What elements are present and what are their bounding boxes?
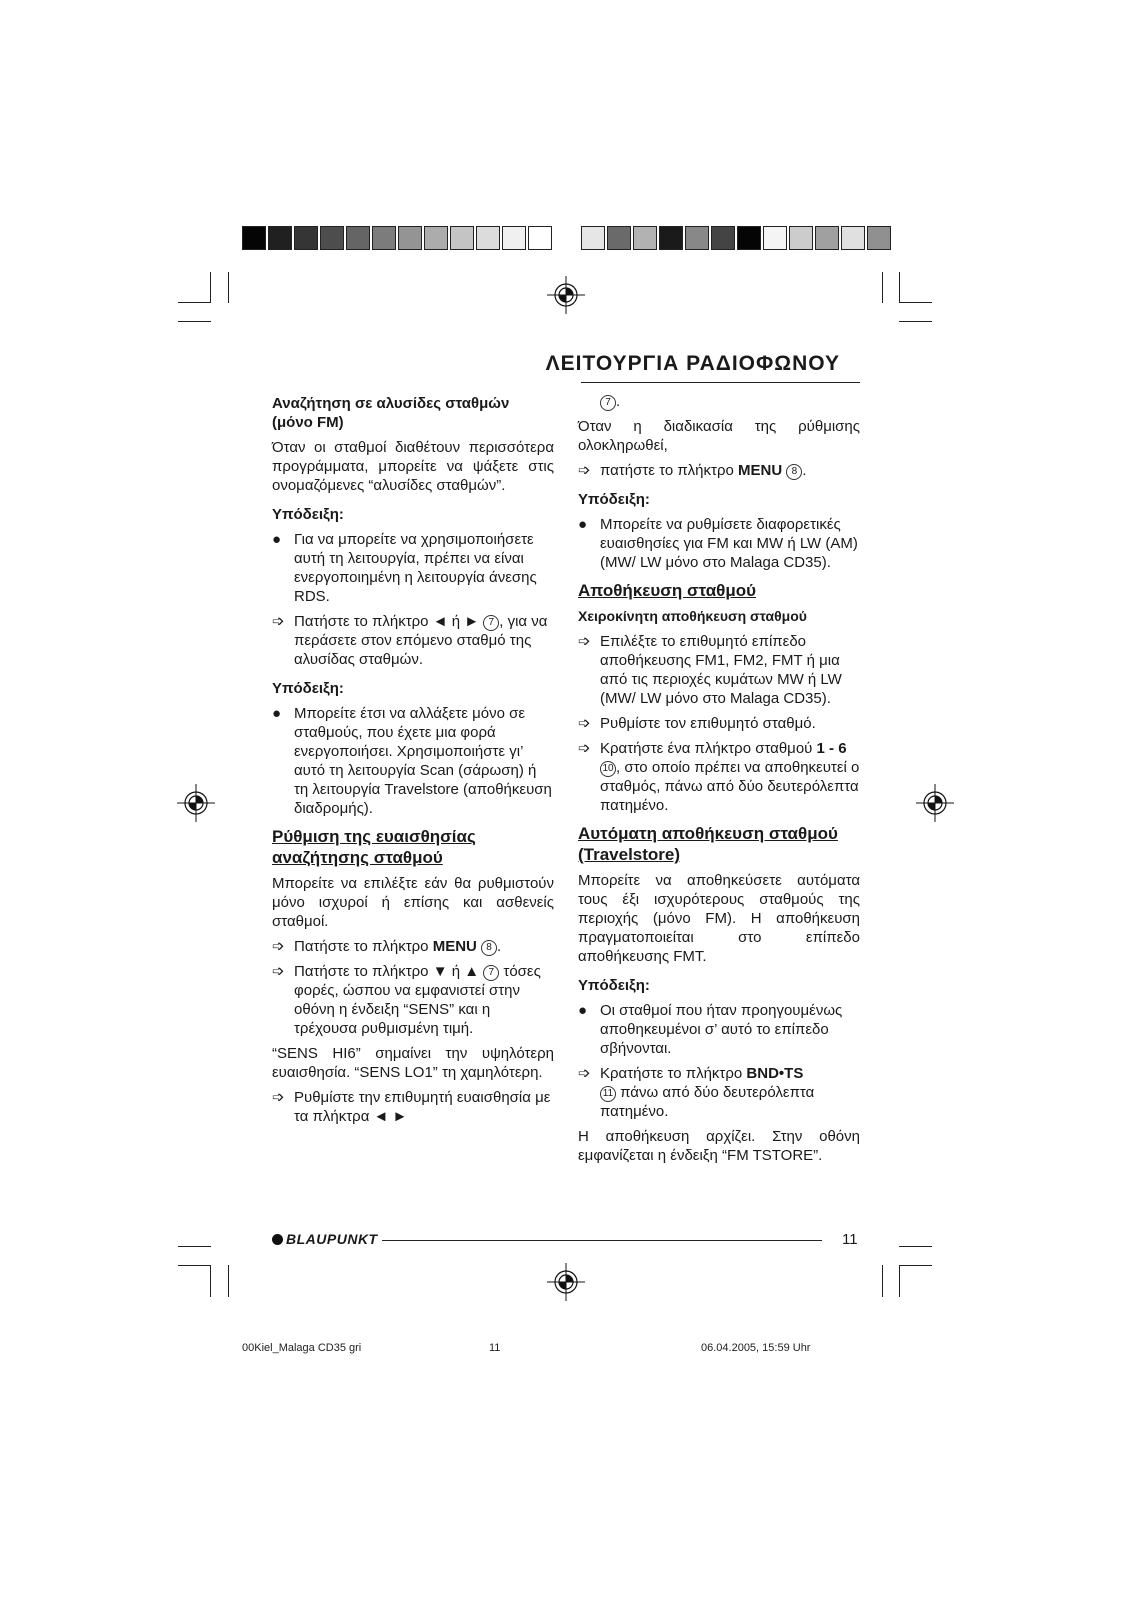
footer-file: 00Kiel_Malaga CD35 gri [242, 1342, 362, 1354]
crop-mark [228, 272, 229, 303]
arrow-right-icon: ➩ [578, 740, 591, 757]
color-swatch [450, 226, 474, 250]
instruction-step: ➩ Κρατήστε το πλήκτρο BND•TS 11 πάνω από δύο δευτερόλεπτα πατημένο. [578, 1065, 815, 1120]
right-column [578, 392, 860, 1171]
color-swatch [242, 226, 266, 250]
footer-page: 11 [489, 1342, 501, 1354]
paragraph: Μπορείτε να επιλέξτε εάν θα ρυθμιστούν μόνο ισχυροί ή επίσης και ασθενείς σταθμοί. [272, 875, 554, 930]
arrow-right-icon: ➩ [578, 1065, 591, 1082]
instruction-step: ➩ Πατήστε το πλήκτρο MENU 8 . [272, 938, 502, 955]
arrow-right-icon: ➩ [272, 938, 285, 955]
arrow-right-icon: ➩ [578, 462, 591, 479]
section-heading-store: Αποθήκευση σταθμού [578, 581, 757, 600]
left-column [272, 394, 554, 1132]
crop-mark [899, 1246, 932, 1247]
key-number-badge: 7 [483, 965, 499, 981]
color-swatch [841, 226, 865, 250]
section-heading-station-chains: Αναζήτηση σε αλυσίδες σταθμών (μόνο FM) [272, 395, 510, 431]
title-rule [581, 382, 860, 383]
note-item: ● Για να μπορείτε να χρησιμοποιήσετε αυτή τη λειτουργία, πρέπει να είναι ενεργοποιημένη η λειτουργία άνεσης RDS. [272, 531, 537, 605]
note-label: Υπόδειξη: [272, 506, 344, 523]
arrow-right-icon: ➩ [578, 715, 591, 732]
color-swatch [502, 226, 526, 250]
crop-mark [178, 1246, 211, 1247]
crop-mark [882, 1265, 883, 1297]
color-swatch [528, 226, 552, 250]
key-number-badge: 8 [481, 940, 497, 956]
crop-mark [899, 321, 932, 322]
arrow-right-icon: ➩ [272, 963, 285, 980]
instruction-step: ➩ Ρυθμίστε την επιθυμητή ευαισθησία με τα πλήκτρα ◄ ► [272, 1089, 551, 1125]
note-label: Υπόδειξη: [272, 680, 344, 697]
color-swatch [815, 226, 839, 250]
paragraph: Όταν οι σταθμοί διαθέτουν περισσότερα προγράμματα, μπορείτε να ψάξετε στις ονομαζόμενες “αλυσίδες σταθμών”. [272, 439, 554, 494]
key-number-badge: 7 [483, 615, 499, 631]
color-swatch [711, 226, 735, 250]
instruction-step: ➩ Ρυθμίστε τον επιθυμητό σταθμό. [578, 715, 816, 732]
crop-mark [899, 1265, 900, 1297]
color-swatch [346, 226, 370, 250]
crop-mark [178, 302, 211, 303]
crop-mark [210, 272, 211, 303]
crop-mark [899, 272, 900, 303]
color-bar-left [242, 226, 554, 252]
color-swatch [320, 226, 344, 250]
instruction-step: ➩ Πατήστε το πλήκτρο ◄ ή ► 7 , για να περάσετε στον επόμενο σταθμό της αλυσίδας σταθμών. [272, 613, 548, 668]
note-item: ● Μπορείτε έτσι να αλλάξετε μόνο σε σταθμούς, που έχετε μια φορά ενεργοποιήσει. Χρησιμοποιήστε γι’ αυτό τη λειτουργία Scan (σάρωση) ή τη λειτουργία Travelstore (αποθήκευση διαδρομής). [272, 705, 552, 817]
color-swatch [294, 226, 318, 250]
color-swatch [789, 226, 813, 250]
footer-date: 06.04.2005, 15:59 Uhr [701, 1342, 811, 1354]
key-number-badge: 7 [600, 395, 616, 411]
color-swatch [268, 226, 292, 250]
note-item: ● Μπορείτε να ρυθμίσετε διαφορετικές ευαισθησίες για FM και MW ή LW (AM) (MW/ LW μόνο στο Malaga CD35). [578, 516, 858, 571]
bullet-icon: ● [272, 531, 282, 548]
bullet-icon: ● [578, 1002, 588, 1019]
color-swatch [581, 226, 605, 250]
bottom-rule [382, 1240, 822, 1241]
bullet-icon: ● [272, 705, 282, 722]
registration-mark-icon [547, 1263, 585, 1301]
color-swatch [633, 226, 657, 250]
continuation: 7 . [578, 392, 860, 411]
paragraph: “SENS HI6” σημαίνει την υψηλότερη ευαισθησία. “SENS LO1” τη χαμηλότερη. [272, 1045, 554, 1081]
note-label: Υπόδειξη: [578, 977, 650, 994]
instruction-step: ➩ πατήστε το πλήκτρο MENU 8 . [578, 462, 807, 479]
section-heading-travelstore: Αυτόματη αποθήκευση σταθμού (Travelstore) [578, 824, 838, 864]
color-swatch [763, 226, 787, 250]
page-title: ΛΕΙΤΟΥΡΓΙΑ ΡΑΔΙΟΦΩΝΟΥ [545, 352, 840, 375]
section-heading-sensitivity: Ρύθμιση της ευαισθησίας αναζήτησης σταθμού [272, 827, 476, 867]
key-number-badge: 10 [600, 761, 616, 777]
registration-mark-icon [547, 276, 585, 314]
crop-mark [899, 1265, 932, 1266]
crop-mark [178, 1265, 211, 1266]
note-item: ● Οι σταθμοί που ήταν προηγουμένως αποθηκευμένοι σ’ αυτό το επίπεδο σβήνονται. [578, 1002, 843, 1057]
arrow-right-icon: ➩ [272, 1089, 285, 1106]
paragraph: Η αποθήκευση αρχίζει. Στην οθόνη εμφανίζεται η ένδειξη “FM TSTORE”. [578, 1128, 860, 1164]
color-swatch [476, 226, 500, 250]
instruction-step: ➩ Επιλέξτε το επιθυμητό επίπεδο αποθήκευσης FM1, FM2, FMT ή μια από τις περιοχές κυμάτων MW ή LW (MW/ LW μόνο στο Malaga CD35). [578, 633, 842, 707]
registration-mark-icon [177, 784, 215, 822]
instruction-step: ➩ Κρατήστε ένα πλήκτρο σταθμού 1 - 6 10 , στο οποίο πρέπει να αποθηκευτεί ο σταθμός, πάνω από δύο δευτερόλεπτα πατημένο. [578, 740, 860, 814]
brand-logo: BLAUPUNKT [272, 1231, 378, 1247]
arrow-right-icon: ➩ [578, 633, 591, 650]
color-swatch [372, 226, 396, 250]
color-swatch [685, 226, 709, 250]
key-number-badge: 8 [786, 464, 802, 480]
key-number-badge: 11 [600, 1086, 616, 1102]
color-swatch [659, 226, 683, 250]
color-swatch [398, 226, 422, 250]
crop-mark [899, 302, 932, 303]
color-swatch [867, 226, 891, 250]
crop-mark [882, 272, 883, 303]
paragraph: Όταν η διαδικασία της ρύθμισης ολοκληρωθεί, [578, 418, 860, 454]
subsection-heading-manual: Χειροκίνητη αποθήκευση σταθμού [578, 608, 807, 624]
page-number: 11 [842, 1231, 858, 1248]
bullet-icon: ● [578, 516, 588, 533]
crop-mark [210, 1265, 211, 1297]
instruction-step: ➩ Πατήστε το πλήκτρο ▼ ή ▲ 7 τόσες φορές, ώσπου να εμφανιστεί στην οθόνη η ένδειξη “SENS” και η τρέχουσα ρυθμισμένη τιμή. [272, 963, 541, 1037]
color-swatch [737, 226, 761, 250]
crop-mark [178, 321, 211, 322]
crop-mark [228, 1265, 229, 1297]
arrow-right-icon: ➩ [272, 613, 285, 630]
note-label: Υπόδειξη: [578, 491, 650, 508]
color-swatch [607, 226, 631, 250]
color-swatch [424, 226, 448, 250]
color-bar-right [581, 226, 893, 252]
paragraph: Μπορείτε να αποθηκεύσετε αυτόματα τους έξι ισχυρότερους σταθμούς της περιοχής (μόνο FM). Η αποθήκευση πραγματοποιείται στο επίπεδο αποθήκευσης FMT. [578, 872, 860, 965]
logo-dot-icon [272, 1234, 283, 1245]
registration-mark-icon [916, 784, 954, 822]
